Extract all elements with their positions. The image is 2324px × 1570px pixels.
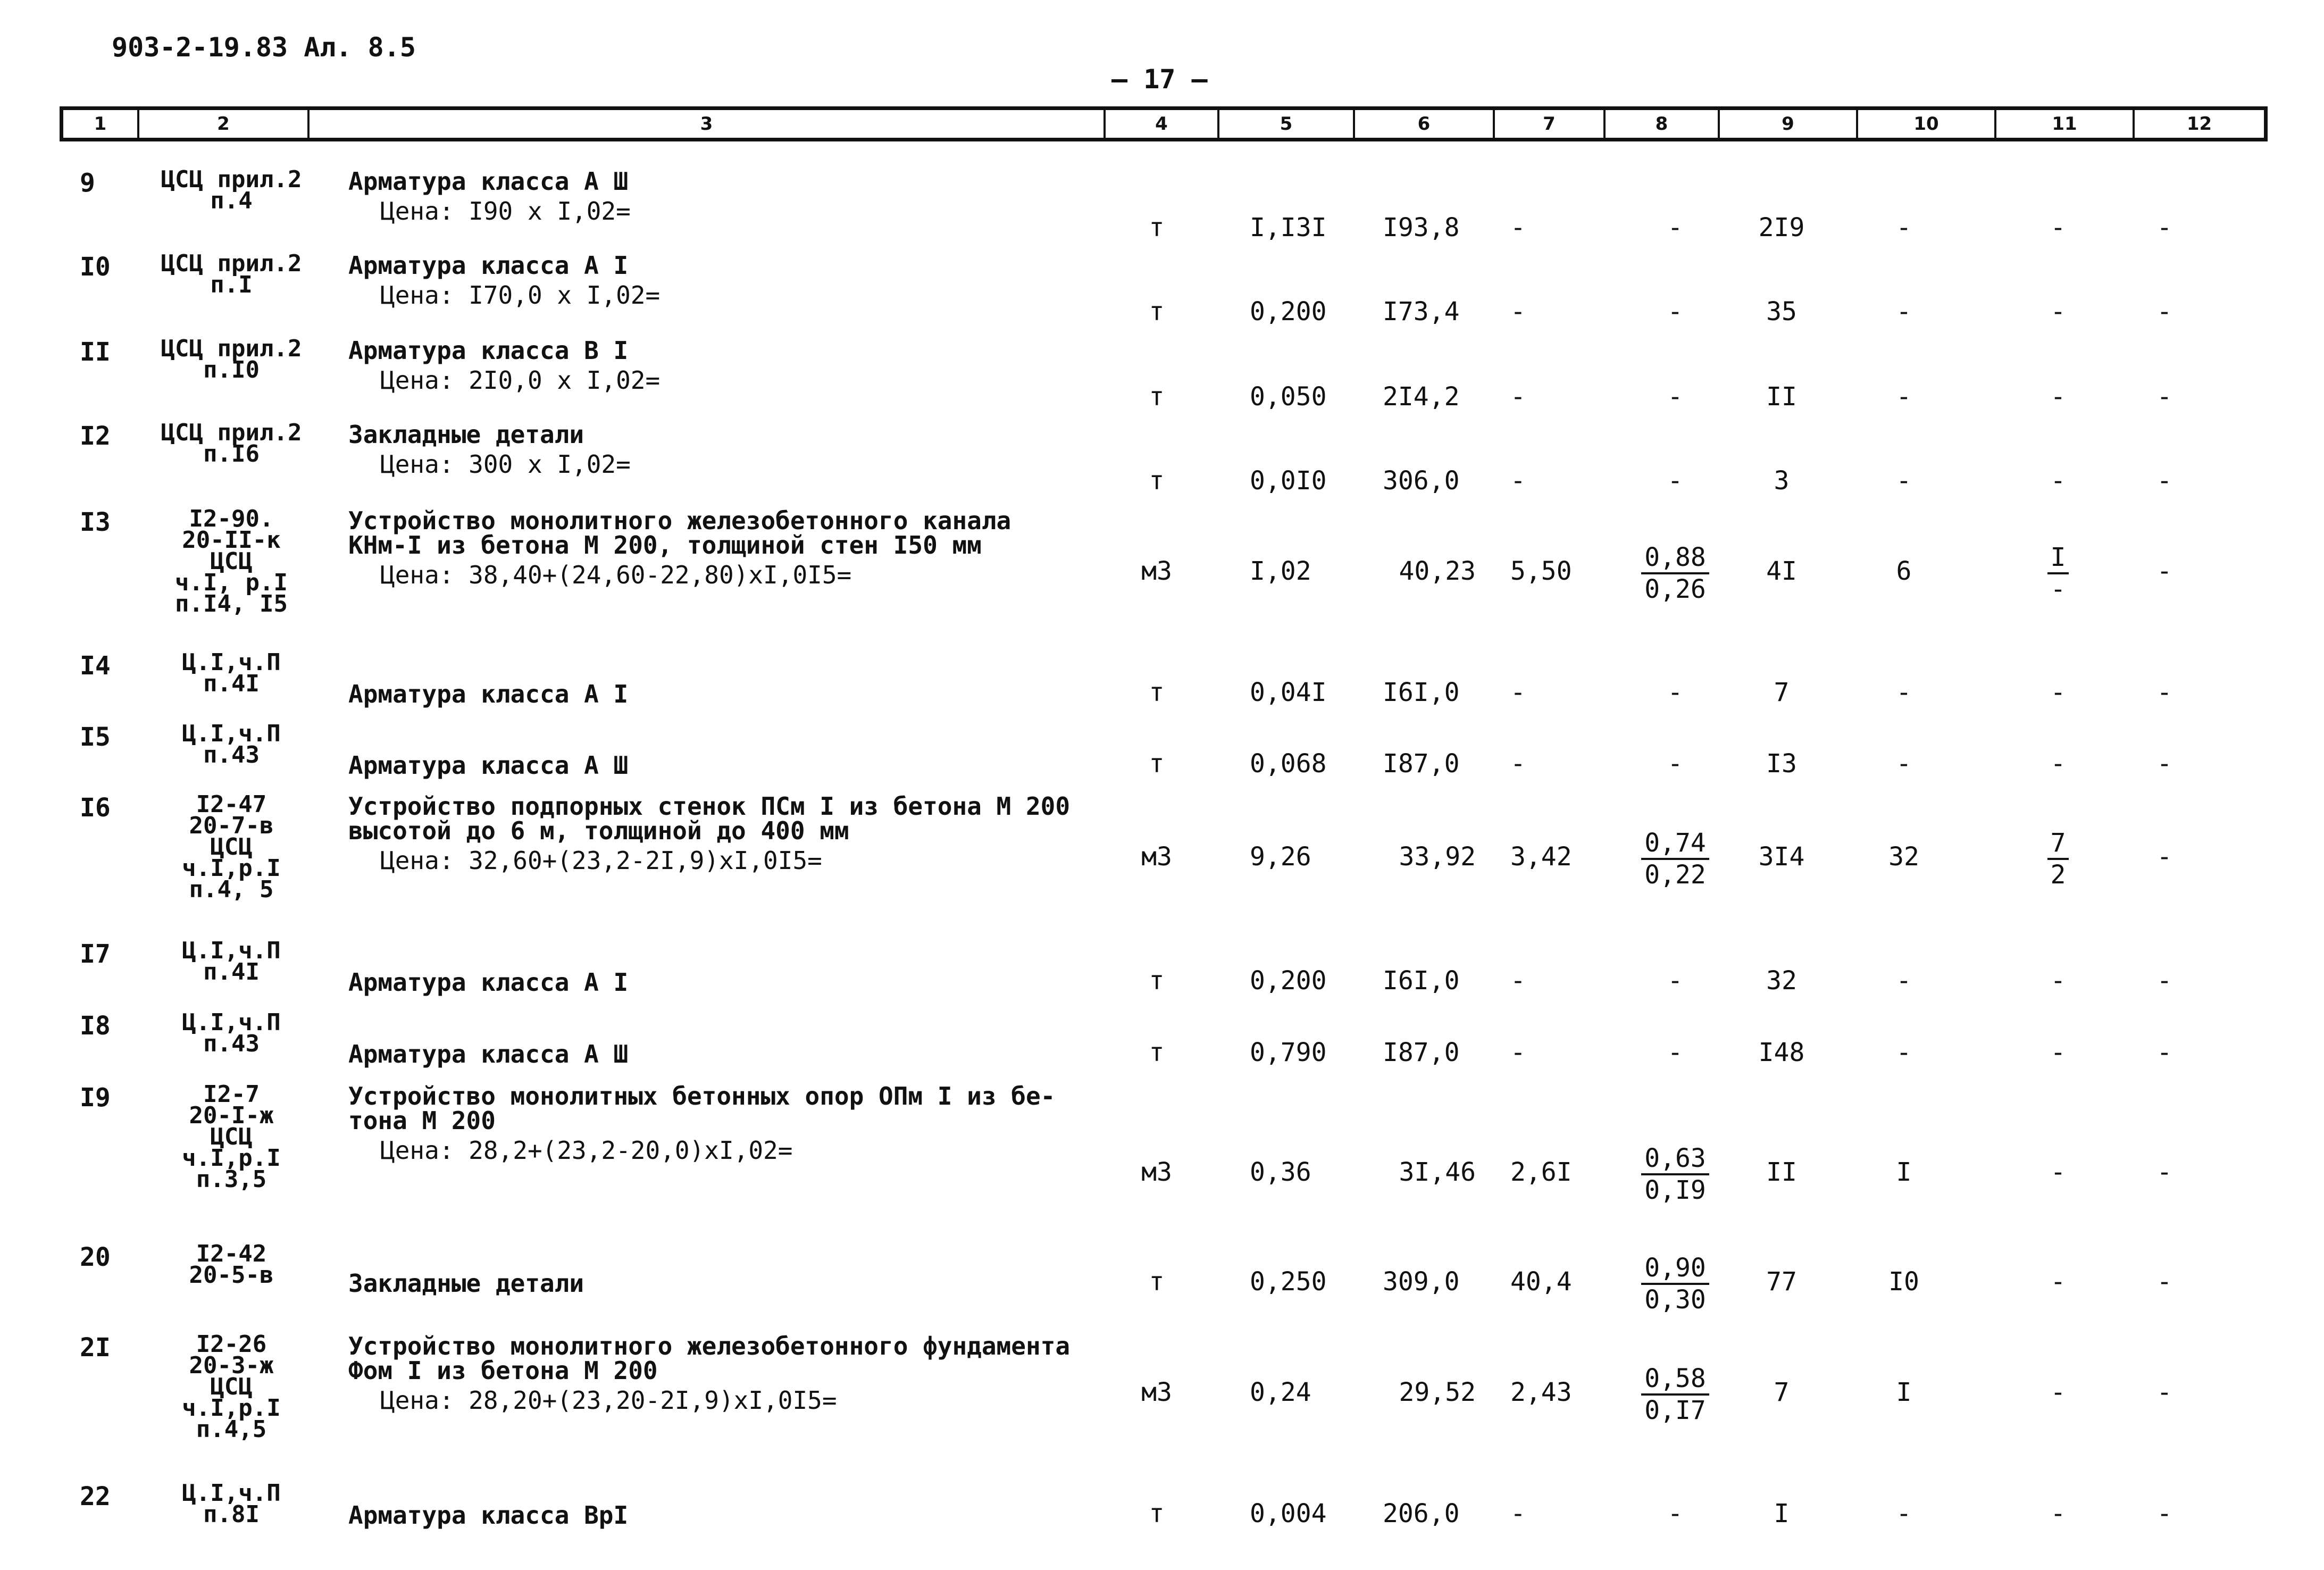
column-header: 7 xyxy=(1495,110,1606,138)
unit-cell: т xyxy=(1149,678,1165,707)
fraction-numerator: 0,90 xyxy=(1641,1253,1709,1285)
fraction-numerator: 0,88 xyxy=(1641,542,1709,574)
pricing-code-line: п.3,5 xyxy=(196,1166,267,1193)
pricing-code-line: I2-90. xyxy=(189,505,274,532)
column-8-cell: - xyxy=(1667,213,1683,243)
column-12-cell: - xyxy=(2156,1499,2172,1529)
column-10-cell: I xyxy=(1896,1377,1912,1407)
fraction-denominator: - xyxy=(2050,574,2066,604)
unit-price-cell: I6I,0 xyxy=(1383,966,1460,996)
pricing-code-line: I2-47 xyxy=(196,791,267,818)
document-code: 903-2-19.83 Ал. 8.5 xyxy=(112,32,416,63)
column-12-cell: - xyxy=(2156,297,2172,327)
column-8-cell: - xyxy=(1667,966,1683,996)
fraction-cell-11 xyxy=(2026,828,2090,890)
column-12-cell: - xyxy=(2156,1267,2172,1297)
pricing-code-line: п.4 xyxy=(210,187,253,214)
fraction-numerator: 0,58 xyxy=(1641,1364,1709,1396)
column-11-cell: - xyxy=(2050,1038,2066,1067)
column-7-cell: - xyxy=(1510,678,1526,707)
total-cell: 77 xyxy=(1766,1267,1797,1297)
unit-cell: м3 xyxy=(1141,1377,1172,1407)
work-description-line: Устройство монолитного железобетонного канала xyxy=(348,506,1011,535)
total-cell: I3 xyxy=(1766,749,1797,779)
fraction-cell-8 xyxy=(1638,542,1712,604)
total-cell: 2I9 xyxy=(1758,213,1805,243)
column-8-cell: - xyxy=(1667,749,1683,779)
column-7-cell: 2,6I xyxy=(1510,1157,1572,1187)
fraction xyxy=(1641,1143,1709,1205)
row-number: I9 xyxy=(80,1083,111,1113)
total-cell: 7 xyxy=(1774,1377,1790,1407)
work-description-line: Арматура класса В I xyxy=(348,336,629,365)
unit-price-cell: 29,52 xyxy=(1399,1377,1476,1407)
unit-cell: т xyxy=(1149,1038,1165,1067)
unit-price-cell: 306,0 xyxy=(1383,466,1460,496)
quantity-cell: 0,200 xyxy=(1250,297,1327,327)
pricing-code xyxy=(154,1480,308,1528)
quantity-cell: 0,200 xyxy=(1250,966,1327,996)
fraction xyxy=(2047,542,2069,604)
column-10-cell: - xyxy=(1896,382,1912,412)
fraction-denominator: 0,30 xyxy=(1644,1285,1706,1315)
column-7-cell: - xyxy=(1510,1499,1526,1529)
column-7-cell: 2,43 xyxy=(1510,1377,1572,1407)
pricing-code-line: I2-7 xyxy=(203,1081,260,1108)
fraction-cell-8 xyxy=(1638,1253,1712,1315)
unit-price-cell: 40,23 xyxy=(1399,556,1476,586)
column-11-cell: - xyxy=(2050,297,2066,327)
pricing-code-line: ч.I, р.I xyxy=(175,569,288,596)
unit-cell: м3 xyxy=(1141,1157,1172,1187)
work-description-line: Арматура класса А I xyxy=(348,251,629,280)
column-header: 4 xyxy=(1106,110,1219,138)
fraction-numerator: 7 xyxy=(2047,828,2069,860)
pricing-code-line: 20-5-в xyxy=(189,1262,274,1289)
work-description: Арматура класса А I xyxy=(348,680,629,708)
column-10-cell: - xyxy=(1896,466,1912,496)
unit-price-cell: 309,0 xyxy=(1383,1267,1460,1297)
work-description-line: Фом I из бетона М 200 xyxy=(348,1356,658,1385)
unit-cell: м3 xyxy=(1141,842,1172,872)
pricing-code-line: I2-26 xyxy=(196,1331,267,1358)
total-cell: 4I xyxy=(1766,556,1797,586)
column-header: 12 xyxy=(2186,113,2212,135)
price-formula: Цена: I70,0 х I,02= xyxy=(380,281,661,310)
column-7-cell: 5,50 xyxy=(1510,556,1572,586)
column-12-cell: - xyxy=(2156,213,2172,243)
column-header-row xyxy=(60,106,2268,141)
work-description: Арматура класса ВрI xyxy=(348,1501,629,1530)
total-cell: 3I4 xyxy=(1758,842,1805,872)
column-header: 10 xyxy=(1858,110,1996,138)
fraction-denominator: 0,I9 xyxy=(1644,1175,1706,1205)
quantity-cell: I,I3I xyxy=(1250,213,1327,243)
quantity-cell: I,02 xyxy=(1250,556,1311,586)
pricing-code xyxy=(154,419,308,467)
fraction-denominator: 0,22 xyxy=(1644,860,1706,890)
price-formula: Цена: I90 х I,02= xyxy=(380,197,631,226)
column-11-cell: - xyxy=(2050,749,2066,779)
pricing-code-line: 20-7-в xyxy=(189,812,274,839)
work-description: Арматура класса А Ш xyxy=(348,751,629,780)
quantity-cell: 0,36 xyxy=(1250,1157,1311,1187)
quantity-cell: 0,04I xyxy=(1250,678,1327,707)
fraction-cell-8 xyxy=(1638,828,1712,890)
row-number: I3 xyxy=(80,507,111,537)
total-cell: II xyxy=(1766,1157,1797,1187)
quantity-cell: 0,050 xyxy=(1250,382,1327,412)
row-number: I8 xyxy=(80,1011,111,1041)
pricing-code-line: Ц.I,ч.П xyxy=(182,937,281,964)
pricing-code xyxy=(154,1081,308,1193)
column-header: 6 xyxy=(1355,110,1495,138)
column-10-cell: - xyxy=(1896,1038,1912,1067)
pricing-code-line: ч.I,р.I xyxy=(182,1145,281,1172)
quantity-cell: 0,068 xyxy=(1250,749,1327,779)
pricing-code-line: ЦСЦ xyxy=(210,548,253,575)
column-12-cell: - xyxy=(2156,749,2172,779)
pricing-code-line: п.I4, I5 xyxy=(175,590,288,617)
pricing-code-line: ЦСЦ xyxy=(210,833,253,861)
pricing-code xyxy=(154,1240,308,1289)
column-11-cell: - xyxy=(2050,678,2066,707)
column-12-cell: - xyxy=(2156,1377,2172,1407)
quantity-cell: 0,0I0 xyxy=(1250,466,1327,496)
column-7-cell: 3,42 xyxy=(1510,842,1572,872)
page-number: — 17 — xyxy=(1111,64,1208,95)
pricing-code-line: ЦСЦ прил.2 xyxy=(161,250,302,277)
unit-cell: т xyxy=(1149,297,1165,327)
total-cell: 35 xyxy=(1766,297,1797,327)
pricing-code-line: ЦСЦ xyxy=(210,1373,253,1400)
unit-price-cell: 2I4,2 xyxy=(1383,382,1460,412)
column-11-cell: - xyxy=(2050,966,2066,996)
work-description xyxy=(348,167,631,226)
fraction-numerator: I xyxy=(2047,542,2069,574)
column-11-cell: - xyxy=(2050,213,2066,243)
work-description-line: Устройство монолитных бетонных опор ОПм I из бе- xyxy=(348,1082,1056,1110)
quantity-cell: 0,790 xyxy=(1250,1038,1327,1067)
pricing-code-line: ЦСЦ прил.2 xyxy=(161,166,302,193)
pricing-code-line: п.8I xyxy=(203,1501,260,1528)
total-cell: I48 xyxy=(1758,1038,1805,1067)
column-11-cell: - xyxy=(2050,1377,2066,1407)
unit-price-cell: I6I,0 xyxy=(1383,678,1460,707)
pricing-code xyxy=(154,250,308,298)
column-10-cell: - xyxy=(1896,297,1912,327)
unit-cell: т xyxy=(1149,1499,1165,1529)
column-12-cell: - xyxy=(2156,842,2172,872)
unit-cell: т xyxy=(1149,749,1165,779)
column-8-cell: - xyxy=(1667,1038,1683,1067)
row-number: I5 xyxy=(80,722,111,752)
fraction-numerator: 0,63 xyxy=(1641,1143,1709,1175)
price-formula: Цена: 28,2+(23,2-20,0)хI,02= xyxy=(380,1136,793,1165)
fraction xyxy=(1641,1364,1709,1425)
pricing-code xyxy=(154,649,308,697)
pricing-code-line: п.43 xyxy=(203,741,260,769)
work-description-line: КНм-I из бетона М 200, толщиной стен I50 мм xyxy=(348,531,982,559)
column-10-cell: - xyxy=(1896,1499,1912,1529)
column-11-cell: - xyxy=(2050,1267,2066,1297)
pricing-code-line: п.I0 xyxy=(203,356,260,383)
pricing-code xyxy=(154,1331,308,1443)
pricing-code-line: п.4I xyxy=(203,670,260,697)
unit-cell: т xyxy=(1149,966,1165,996)
column-10-cell: - xyxy=(1896,749,1912,779)
unit-price-cell: I87,0 xyxy=(1383,1038,1460,1067)
unit-price-cell: I93,8 xyxy=(1383,213,1460,243)
column-11-cell: - xyxy=(2050,1499,2066,1529)
pricing-code-line: п.4,5 xyxy=(196,1416,267,1443)
unit-price-cell: I73,4 xyxy=(1383,297,1460,327)
column-10-cell: I xyxy=(1896,1157,1912,1187)
column-11-cell: - xyxy=(2050,466,2066,496)
work-description xyxy=(348,251,661,310)
row-number: I0 xyxy=(80,252,111,282)
column-7-cell: - xyxy=(1510,213,1526,243)
pricing-code xyxy=(154,335,308,383)
quantity-cell: 9,26 xyxy=(1250,842,1311,872)
quantity-cell: 0,004 xyxy=(1250,1499,1327,1529)
fraction-cell-11 xyxy=(2026,542,2090,604)
unit-cell: т xyxy=(1149,213,1165,243)
pricing-code-line: 20-II-к xyxy=(182,527,281,554)
price-formula: Цена: 32,60+(23,2-2I,9)хI,0I5= xyxy=(380,846,822,875)
fraction-denominator: 0,I7 xyxy=(1644,1396,1706,1425)
unit-cell: м3 xyxy=(1141,556,1172,586)
fraction xyxy=(1641,1253,1709,1315)
row-number: II xyxy=(80,337,111,367)
column-header: 8 xyxy=(1606,110,1720,138)
column-10-cell: 32 xyxy=(1888,842,1919,872)
pricing-code-line: ч.I,р.I xyxy=(182,855,281,882)
pricing-code-line: I2-42 xyxy=(196,1240,267,1267)
quantity-cell: 0,24 xyxy=(1250,1377,1311,1407)
column-header: 5 xyxy=(1219,110,1355,138)
column-12-cell: - xyxy=(2156,1157,2172,1187)
column-7-cell: - xyxy=(1510,466,1526,496)
work-description: Арматура класса А Ш xyxy=(348,1040,629,1068)
column-12-cell: - xyxy=(2156,678,2172,707)
work-description-line: Закладные детали xyxy=(348,420,584,449)
work-description xyxy=(348,336,661,395)
unit-cell: т xyxy=(1149,466,1165,496)
column-7-cell: - xyxy=(1510,297,1526,327)
work-description xyxy=(348,794,1070,873)
pricing-code-line: ЦСЦ прил.2 xyxy=(161,419,302,446)
column-header: 1 xyxy=(63,110,139,138)
row-number: I2 xyxy=(80,421,111,451)
column-header: 2 xyxy=(139,110,310,138)
column-7-cell: - xyxy=(1510,1038,1526,1067)
work-description: Закладные детали xyxy=(348,1269,584,1298)
pricing-code-line: ч.I,р.I xyxy=(182,1394,281,1422)
work-description xyxy=(348,422,631,477)
work-description: Арматура класса А I xyxy=(348,968,629,997)
work-description-line: тона М 200 xyxy=(348,1106,496,1135)
pricing-code xyxy=(154,1009,308,1057)
unit-price-cell: 3I,46 xyxy=(1399,1157,1476,1187)
pricing-code-line: п.I xyxy=(210,271,253,298)
total-cell: II xyxy=(1766,382,1797,412)
fraction-cell-8 xyxy=(1638,1364,1712,1425)
column-12-cell: - xyxy=(2156,1038,2172,1067)
column-12-cell: - xyxy=(2156,556,2172,586)
column-8-cell: - xyxy=(1667,382,1683,412)
fraction xyxy=(2047,828,2069,890)
column-8-cell: - xyxy=(1667,678,1683,707)
row-number: I6 xyxy=(80,793,111,823)
unit-price-cell: I87,0 xyxy=(1383,749,1460,779)
work-description xyxy=(348,1084,1055,1163)
unit-price-cell: 206,0 xyxy=(1383,1499,1460,1529)
pricing-code-line: п.4, 5 xyxy=(189,876,274,903)
column-10-cell: I0 xyxy=(1888,1267,1919,1297)
work-description-line: Устройство подпорных стенок ПСм I из бетона М 200 xyxy=(348,792,1071,821)
quantity-cell: 0,250 xyxy=(1250,1267,1327,1297)
pricing-code-line: Ц.I,ч.П xyxy=(182,1009,281,1036)
unit-cell: т xyxy=(1149,1267,1165,1297)
column-header: 9 xyxy=(1720,110,1858,138)
pricing-code-line: Ц.I,ч.П xyxy=(182,649,281,676)
pricing-code-line: Ц.I,ч.П xyxy=(182,720,281,747)
pricing-code xyxy=(154,791,308,903)
total-cell: I xyxy=(1774,1499,1790,1529)
row-number: 2I xyxy=(80,1333,111,1363)
unit-cell: т xyxy=(1149,382,1165,412)
column-7-cell: - xyxy=(1510,382,1526,412)
column-10-cell: 6 xyxy=(1896,556,1912,586)
pricing-code-line: п.4I xyxy=(203,958,260,986)
total-cell: 3 xyxy=(1774,466,1790,496)
pricing-code-line: п.I6 xyxy=(203,440,260,467)
fraction-denominator: 0,26 xyxy=(1644,574,1706,604)
pricing-code xyxy=(154,505,308,617)
total-cell: 7 xyxy=(1774,678,1790,707)
work-description xyxy=(348,1334,1070,1413)
pricing-code xyxy=(154,937,308,986)
column-8-cell: - xyxy=(1667,466,1683,496)
row-number: I4 xyxy=(80,651,111,681)
work-description xyxy=(348,508,1011,587)
column-11-cell: - xyxy=(2050,382,2066,412)
row-number: 22 xyxy=(80,1482,111,1511)
pricing-code-line: 20-3-ж xyxy=(189,1352,274,1379)
unit-price-cell: 33,92 xyxy=(1399,842,1476,872)
column-7-cell: - xyxy=(1510,966,1526,996)
row-number: I7 xyxy=(80,939,111,969)
total-cell: 32 xyxy=(1766,966,1797,996)
pricing-code-line: 20-I-ж xyxy=(189,1102,274,1129)
column-10-cell: - xyxy=(1896,678,1912,707)
price-formula: Цена: 2I0,0 х I,02= xyxy=(380,366,661,395)
work-description-line: высотой до 6 м, толщиной до 400 мм xyxy=(348,816,849,845)
column-7-cell: 40,4 xyxy=(1510,1267,1572,1297)
column-header: 11 xyxy=(1996,110,2135,138)
column-8-cell: - xyxy=(1667,1499,1683,1529)
price-formula: Цена: 300 х I,02= xyxy=(380,450,631,479)
fraction-denominator: 2 xyxy=(2050,860,2066,890)
column-12-cell: - xyxy=(2156,966,2172,996)
column-11-cell: - xyxy=(2050,1157,2066,1187)
pricing-code-line: п.43 xyxy=(203,1030,260,1057)
fraction-numerator: 0,74 xyxy=(1641,828,1709,860)
pricing-code-line: Ц.I,ч.П xyxy=(182,1480,281,1507)
column-header: 3 xyxy=(310,110,1106,138)
work-description-line: Устройство монолитного железобетонного фундамента xyxy=(348,1332,1071,1360)
pricing-code-line: ЦСЦ xyxy=(210,1123,253,1150)
pricing-code xyxy=(154,166,308,214)
column-12-cell: - xyxy=(2156,466,2172,496)
column-7-cell: - xyxy=(1510,749,1526,779)
column-12-cell: - xyxy=(2156,382,2172,412)
work-description-line: Арматура класса А Ш xyxy=(348,167,629,196)
column-10-cell: - xyxy=(1896,966,1912,996)
fraction xyxy=(1641,542,1709,604)
column-10-cell: - xyxy=(1896,213,1912,243)
fraction xyxy=(1641,828,1709,890)
row-number: 9 xyxy=(80,168,95,198)
price-formula: Цена: 28,20+(23,20-2I,9)хI,0I5= xyxy=(380,1386,837,1415)
pricing-code xyxy=(154,720,308,769)
row-number: 20 xyxy=(80,1242,111,1272)
fraction-cell-8 xyxy=(1638,1143,1712,1205)
column-8-cell: - xyxy=(1667,297,1683,327)
pricing-code-line: ЦСЦ прил.2 xyxy=(161,335,302,362)
price-formula: Цена: 38,40+(24,60-22,80)хI,0I5= xyxy=(380,561,852,589)
